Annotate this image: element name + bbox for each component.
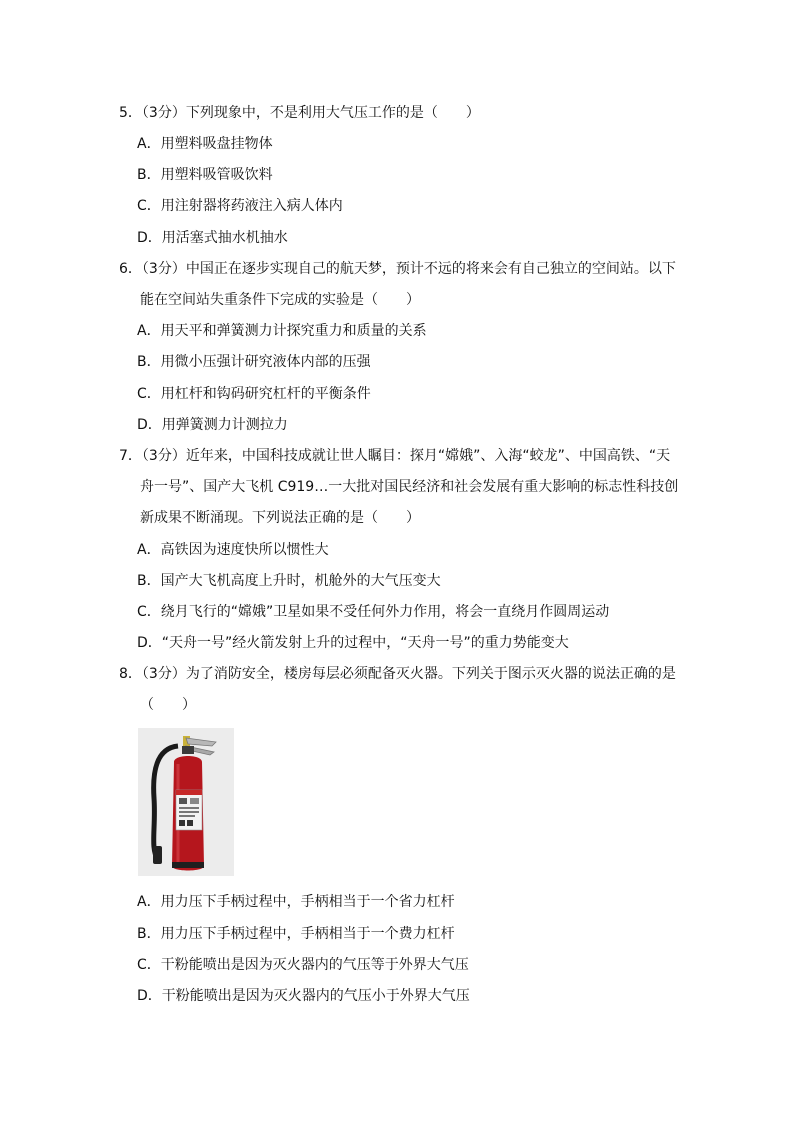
question-7-option-c: C．绕月飞行的“嫦娥”卫星如果不受任何外力作用，将会一直绕月作圆周运动 <box>137 604 610 620</box>
question-7-option-a: A．高铁因为速度快所以惯性大 <box>137 542 329 558</box>
question-score: （3分） <box>141 261 186 277</box>
question-6-option-c: C．用杠杆和钩码研究杠杆的平衡条件 <box>137 386 371 402</box>
question-7-stem-continued: 新成果不断涌现。下列说法正确的是（ ） <box>140 510 420 526</box>
question-8-stem-continued: （ ） <box>140 697 196 713</box>
question-6-option-b: B．用微小压强计研究液体内部的压强 <box>137 354 371 370</box>
question-number: 6． <box>119 261 142 277</box>
question-7-option-d: D．“天舟一号”经火箭发射上升的过程中，“天舟一号”的重力势能变大 <box>137 635 569 651</box>
question-8-option-d: D．干粉能喷出是因为灭火器内的气压小于外界大气压 <box>137 988 470 1004</box>
question-score: （3分） <box>141 105 186 121</box>
question-7-option-b: B．国产大飞机高度上升时，机舱外的大气压变大 <box>137 573 441 589</box>
question-6-stem <box>119 260 676 278</box>
fire-extinguisher-figure <box>138 728 234 876</box>
question-number: 7． <box>119 448 142 464</box>
question-text: 下列现象中，不是利用大气压工作的是（ ） <box>185 105 480 121</box>
question-score: （3分） <box>141 448 186 464</box>
question-5-stem <box>119 104 480 122</box>
question-8-option-a: A．用力压下手柄过程中，手柄相当于一个省力杠杆 <box>137 894 455 910</box>
question-5-option-d: D．用活塞式抽水机抽水 <box>137 230 288 246</box>
question-score: （3分） <box>141 666 186 682</box>
question-5-option-b: B．用塑料吸管吸饮料 <box>137 167 273 183</box>
question-8-option-b: B．用力压下手柄过程中，手柄相当于一个费力杠杆 <box>137 926 455 942</box>
question-8-stem <box>119 665 676 683</box>
question-text: 近年来，中国科技成就让世人瞩目：探月“嫦娥”、入海“蛟龙”、中国高铁、“天 <box>185 448 671 464</box>
question-6-option-a: A．用天平和弹簧测力计探究重力和质量的关系 <box>137 323 427 339</box>
question-8-option-c: C．干粉能喷出是因为灭火器内的气压等于外界大气压 <box>137 957 469 973</box>
fire-extinguisher-icon <box>138 728 234 876</box>
question-number: 8． <box>119 666 142 682</box>
question-5-option-a: A．用塑料吸盘挂物体 <box>137 136 273 152</box>
question-number: 5． <box>119 105 142 121</box>
question-6-stem-continued: 能在空间站失重条件下完成的实验是（ ） <box>140 292 420 308</box>
question-text: 为了消防安全，楼房每层必须配备灭火器。下列关于图示灭火器的说法正确的是 <box>185 666 676 682</box>
question-7-stem <box>119 447 670 465</box>
question-5-option-c: C．用注射器将药液注入病人体内 <box>137 198 343 214</box>
question-7-stem-continued: 舟一号”、国产大飞机 C919…一大批对国民经济和社会发展有重大影响的标志性科技创 <box>140 479 679 495</box>
question-6-option-d: D．用弹簧测力计测拉力 <box>137 417 288 433</box>
question-text: 中国正在逐步实现自己的航天梦，预计不远的将来会有自己独立的空间站。以下 <box>185 261 676 277</box>
